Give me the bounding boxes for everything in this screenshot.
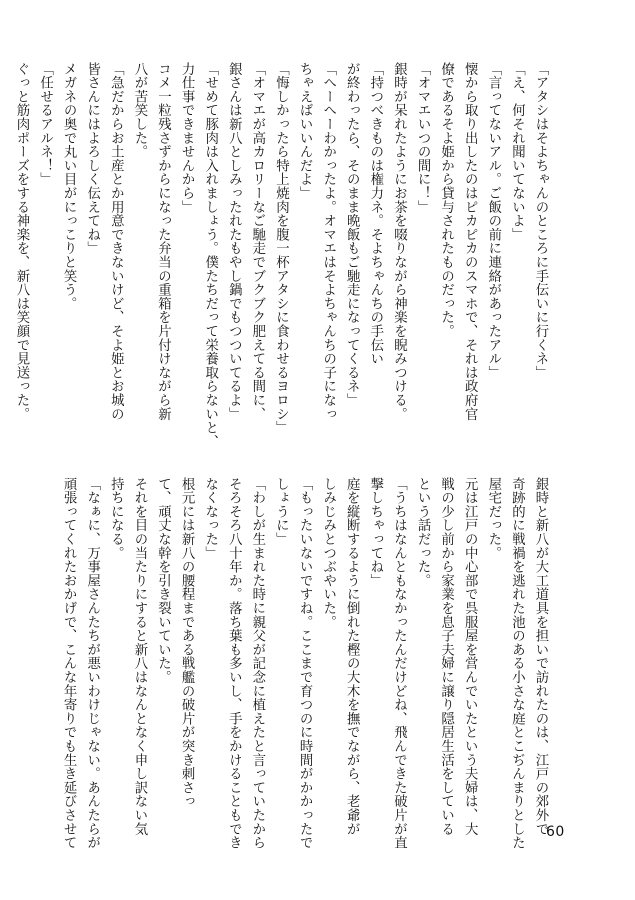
text-line: 銀時が呆れたようにお茶を啜りながら神楽を睨みつける。: [391, 62, 407, 421]
text-line: 懐から取り出したのはピカピカのスマホで、それは政府官: [462, 62, 478, 421]
text-line: 「アタシはそよちゃんのところに手伝いに行くネ」: [533, 62, 548, 380]
text-line: それを目の当たりにすると新八はなんとなく申し訳ない気: [131, 477, 147, 836]
text-line: 頑張ってくれたおかげで、こんな年寄りでも生き延びさせて: [61, 477, 77, 850]
text-line: 力仕事できませんから」: [179, 62, 195, 214]
text-line: 「悔しかったら特上焼肉を腹一杯アタシに食わせるヨロシ」: [273, 62, 289, 435]
text-line: 庭を縦断するように倒れた樫の大木を撫でながら、老爺が: [344, 477, 360, 836]
text-line: 屋宅だった。: [485, 477, 501, 560]
text-line: 戦の少し前から家業を息子夫婦に譲り隠居生活をしている: [438, 477, 454, 836]
text-line: 皆さんにはよろしく伝えてね」: [84, 62, 100, 256]
text-line: ちゃえばいいんだよ」: [297, 62, 313, 200]
text-line: 「わしが生まれた時に親父が記念に植えたと言っていたから: [249, 477, 265, 850]
text-line: て、頑丈な幹を引き裂いていた。: [155, 477, 171, 684]
text-line: しょうに」: [273, 477, 289, 546]
page-number: 60: [546, 824, 565, 840]
text-line: という話だった。: [415, 477, 431, 588]
text-line: メガネの奥で丸い目がにっこりと笑う。: [61, 62, 77, 311]
text-line: 銀時と新八が大工道具を担いで訪れたのは、江戸の郊外で: [533, 477, 548, 836]
text-line: ぐっと筋肉ポーズをする神楽を、新八は笑顔で見送った。: [13, 62, 29, 421]
text-line: 「え、何それ聞いてないよ」: [509, 62, 525, 242]
text-line: 撃しちゃってね」: [367, 477, 383, 588]
text-line: が終わったら、そのまま晩飯もご馳走になってくるネ」: [344, 62, 360, 407]
text-line: 「もったいないですね。ここまで育つのに時間がかかったで: [297, 477, 313, 850]
text-line: 「言ってないアル。ご飯の前に連絡があったアル」: [485, 62, 501, 380]
text-block-lower: [61, 477, 552, 850]
text-line: 奇跡的に戦禍を逃れた池のある小さな庭とこぢんまりとした: [509, 477, 525, 850]
text-line: 「なぁに、万事屋さんたちが悪いわけじゃない。あんたらが: [84, 477, 100, 850]
text-line: 「へーへーわかったよ。オマエはそよちゃんちの子になっ: [320, 62, 336, 421]
text-block-upper: [13, 62, 552, 449]
text-line: 「うちはなんともなかったんだけどね、飛んできた破片が直: [391, 477, 407, 850]
text-line: 「任せるアルネ！」: [37, 62, 53, 187]
text-line: 「オマエいつの間に！」: [415, 62, 431, 214]
text-line: 元は江戸の中心部で呉服屋を営んでいたという夫婦は、大: [462, 477, 478, 836]
text-line: 「オマエが高カロリーなご馳走でブクブク肥えてる間に、: [249, 62, 265, 421]
text-line: 根元には新八の腰程まである戦艦の破片が突き刺さっ: [179, 477, 195, 809]
text-line: 僚であるそよ姫から貸与されたものだった。: [438, 62, 454, 338]
text-line: 「急だからお土産とか用意できないけど、そよ姫とお城の: [108, 62, 124, 421]
text-line: 「せめて豚肉は入れましょう。僕たちだって栄養取らないと、: [202, 62, 218, 449]
text-line: コメ一粒残さずからになった弁当の重箱を片付けながら新: [155, 62, 171, 421]
text-line: 銀さんは新八としみったれたもやし鍋でもつついてるよ」: [226, 62, 242, 421]
text-line: 持ちになる。: [108, 477, 124, 560]
text-line: そろそろ八十年か。落ち葉も多いし、手をかけることもでき: [226, 477, 242, 850]
text-line: なくなった」: [202, 477, 218, 560]
text-line: 八が苦笑した。: [131, 62, 147, 159]
text-line: しみじみとつぶやいた。: [320, 477, 336, 629]
text-line: 「持つべきものは権力ネ。そよちゃんちの手伝い: [367, 62, 383, 366]
